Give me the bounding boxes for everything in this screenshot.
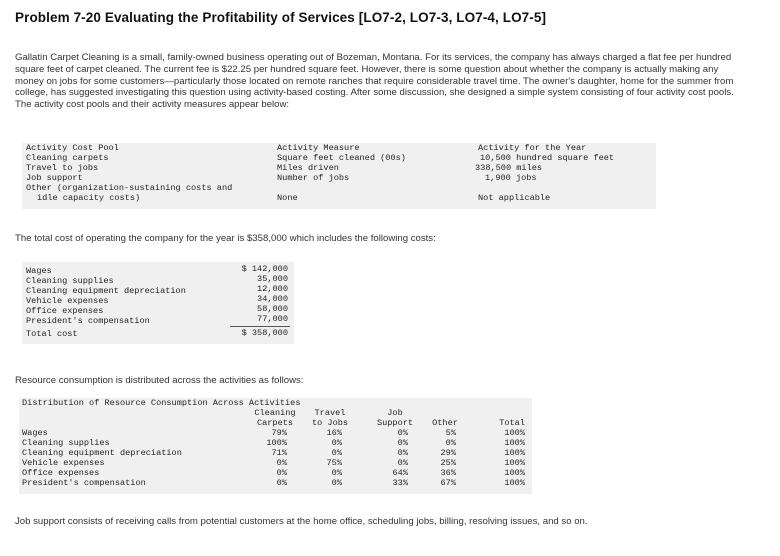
table-cell: 0% [445,438,456,448]
col-header: Travel [314,408,346,418]
table-cell: 0% [397,438,408,448]
job-support-paragraph: Job support consists of receiving calls from potential customers at the home office, scheduling jobs, billing, resolving issues, and so on. [15,516,588,527]
table-cell: 71% [271,448,287,458]
table-cell: Square feet cleaned (00s) [277,153,406,163]
table-cell: 35,000 [257,274,288,284]
total-cost-paragraph: The total cost of operating the company for the year is $358,000 which includes the following costs: [15,233,436,244]
table-row: Office expenses [22,468,100,478]
table-cell: 0% [276,468,287,478]
table-cell: Miles driven [277,163,339,173]
table-row: Cleaning equipment depreciation [22,448,182,458]
table-row: Job support [26,173,83,183]
table-cell: Number of jobs [277,173,350,183]
intro-paragraph: Gallatin Carpet Cleaning is a small, family-owned business operating out of Bozeman, Montana. For its services, the company has always charged a flat fee per hundred square feet of carpet cleaned. The current fee is $22.25 per hundred square feet. However, there is some question about whether the company is actually making any money on jobs for some customers—particularly those located on remote ranches that require considerable travel time. The owner's daughter, home for the summer from college, has suggested investigating this question using activity-based costing. After some discussion, she designed a simple system consisting of four activity cost pools. The activity cost pools and their activity measures appear below: [15,52,734,111]
distribution-title: Distribution of Resource Consumption Across Activities [22,398,301,408]
table-row: Cleaning equipment depreciation [26,286,186,296]
activity-table [22,143,656,209]
table-row: Vehicle expenses [22,458,105,468]
table-cell: 64% [392,468,408,478]
table-cell: None [277,193,298,203]
table-cell: 77,000 [257,314,288,324]
table-row: Travel to jobs [26,163,99,173]
table-cell: 33% [392,478,408,488]
table-row: Cleaning carpets [26,153,109,163]
table-cell: 5% [445,428,456,438]
table-cell: 75% [326,458,342,468]
table-cell: 0% [276,458,287,468]
resource-paragraph: Resource consumption is distributed across the activities as follows: [15,375,304,386]
total-row: Total cost [26,329,78,339]
table-cell: 1,900 jobs [485,173,537,183]
table-row: Cleaning supplies [22,438,110,448]
table-cell: idle capacity costs) [37,193,141,203]
table-cell: 100% [504,478,525,488]
activity-measure-header: Activity Measure [277,143,360,153]
table-cell: 10,500 hundred square feet [480,153,615,163]
table-cell: 0% [276,478,287,488]
col-header: to Jobs [311,418,349,428]
table-row: Wages [26,266,52,276]
col-header: Total [499,418,525,428]
table-cell: 36% [440,468,456,478]
col-header: Other [432,418,458,428]
table-cell: 29% [440,448,456,458]
table-cell: 100% [504,428,525,438]
table-cell: Not applicable [478,193,551,203]
table-cell: 34,000 [257,294,288,304]
table-cell: 79% [271,428,287,438]
table-cell: 0% [331,468,342,478]
table-cell: 100% [504,468,525,478]
table-cell: 58,000 [257,304,288,314]
table-cell: 100% [504,438,525,448]
table-cell: 338,500 miles [475,163,543,173]
total-underline [230,326,290,327]
table-cell: 100% [504,448,525,458]
table-cell: 12,000 [257,284,288,294]
table-row: President's compensation [26,316,150,326]
total-amount: $ 358,000 [241,328,288,338]
col-header: Support [376,418,414,428]
table-cell: 67% [440,478,456,488]
table-cell: 25% [440,458,456,468]
table-row: Cleaning supplies [26,276,114,286]
col-header: Job [387,408,403,418]
activity-pool-header: Activity Cost Pool [26,143,119,153]
table-row: Wages [22,428,48,438]
table-cell: 16% [326,428,342,438]
table-cell: 100% [504,458,525,468]
table-cell: 0% [331,478,342,488]
table-row: Other (organization-sustaining costs and [26,183,233,193]
table-row: Vehicle expenses [26,296,109,306]
activity-year-header: Activity for the Year [478,143,587,153]
problem-title: Problem 7-20 Evaluating the Profitability of Services [LO7-2, LO7-3, LO7-4, LO7-5] [15,10,547,25]
table-cell: 0% [397,428,408,438]
table-cell: 0% [331,438,342,448]
table-cell: 100% [266,438,287,448]
distribution-table [19,398,532,494]
table-cell: 0% [331,448,342,458]
costs-table [22,262,294,344]
table-row: President's compensation [22,478,146,488]
table-row: Office expenses [26,306,104,316]
table-cell: 0% [397,448,408,458]
table-cell: 0% [397,458,408,468]
col-header: Cleaning [254,408,296,418]
table-cell: $ 142,000 [241,264,288,274]
col-header: Carpets [256,418,294,428]
